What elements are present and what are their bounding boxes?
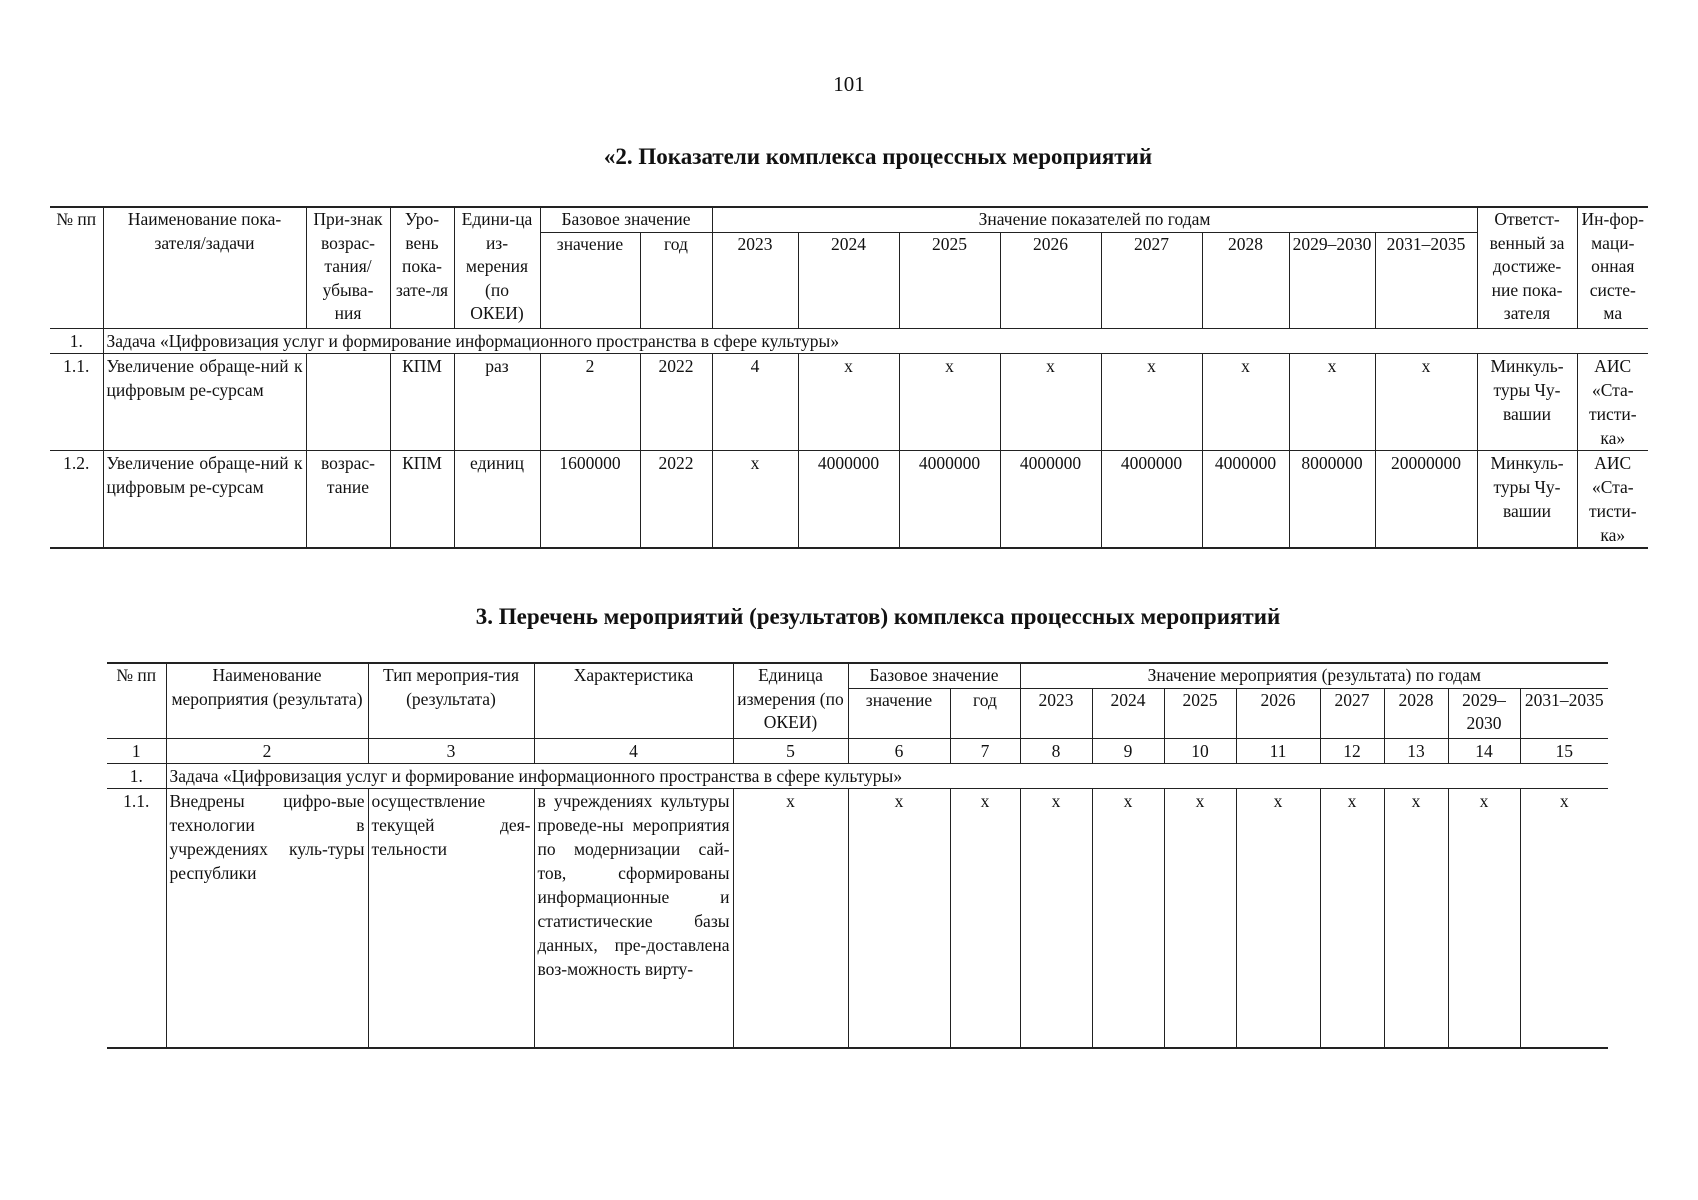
row-cell: х bbox=[1164, 788, 1236, 1048]
row-cell: х bbox=[733, 788, 848, 1048]
row-type: осуществление текущей дея-тельности bbox=[368, 788, 534, 1048]
row-base-value: 2 bbox=[540, 353, 640, 450]
col-base-year-header: год bbox=[950, 688, 1020, 738]
col-characteristic-header: Характеристика bbox=[534, 663, 733, 738]
year-header: 2024 bbox=[1092, 688, 1164, 738]
row-value-2027: 4000000 bbox=[1101, 450, 1202, 548]
row-value-2025: х bbox=[899, 353, 1000, 450]
col-unit-header: Едини-ца из-мерения (по ОКЕИ) bbox=[454, 207, 540, 328]
row-value-2028: 4000000 bbox=[1202, 450, 1289, 548]
row-value-2029-2030: х bbox=[1289, 353, 1375, 450]
task-text: Задача «Цифровизация услуг и формирование информационного пространства в сфере культуры» bbox=[166, 763, 1608, 788]
column-number: 7 bbox=[950, 738, 1020, 763]
header-row bbox=[107, 663, 1608, 688]
row-value-2024: х bbox=[798, 353, 899, 450]
col-values-header: Значение мероприятия (результата) по годам bbox=[1020, 663, 1608, 688]
table-row bbox=[107, 788, 1608, 1048]
row-value-2028: х bbox=[1202, 353, 1289, 450]
row-cell: х bbox=[848, 788, 950, 1048]
row-name: Увеличение обраще-ний к цифровым ре-сурсам bbox=[103, 450, 306, 548]
row-value-2029-2030: 8000000 bbox=[1289, 450, 1375, 548]
col-level-header: Уро-вень пока-зате-ля bbox=[390, 207, 454, 328]
year-header: 2025 bbox=[899, 232, 1000, 328]
col-type-header: Тип мероприя-тия (результата) bbox=[368, 663, 534, 738]
row-name: Увеличение обраще-ний к цифровым ре-сурсам bbox=[103, 353, 306, 450]
col-base-value-header: значение bbox=[848, 688, 950, 738]
row-level: КПМ bbox=[390, 353, 454, 450]
row-cell: х bbox=[1236, 788, 1320, 1048]
row-level: КПМ bbox=[390, 450, 454, 548]
row-cell: х bbox=[1092, 788, 1164, 1048]
row-cell: х bbox=[1320, 788, 1384, 1048]
row-value-2025: 4000000 bbox=[899, 450, 1000, 548]
row-value-2023: х bbox=[712, 450, 798, 548]
section-3-title: 3. Перечень мероприятий (результатов) комплекса процессных мероприятий bbox=[475, 604, 1281, 629]
task-num: 1. bbox=[107, 763, 166, 788]
col-num-header: № пп bbox=[50, 207, 103, 328]
year-header: 2027 bbox=[1320, 688, 1384, 738]
column-number: 14 bbox=[1448, 738, 1520, 763]
column-number: 11 bbox=[1236, 738, 1320, 763]
row-characteristic: в учреждениях культуры проведе-ны мероприятия по модернизации сай-тов, сформированы информационные и статистические базы данных, пре-доставлена воз-можность вирту- bbox=[534, 788, 733, 1048]
page-number: 101 bbox=[833, 72, 865, 96]
row-num: 1.2. bbox=[50, 450, 103, 548]
column-number: 1 bbox=[107, 738, 166, 763]
year-header: 2031–2035 bbox=[1375, 232, 1477, 328]
row-value-2031-2035: х bbox=[1375, 353, 1477, 450]
activities-table bbox=[107, 662, 1608, 1049]
task-num: 1. bbox=[50, 328, 103, 353]
row-base-value: 1600000 bbox=[540, 450, 640, 548]
year-header: 2028 bbox=[1202, 232, 1289, 328]
row-cell: х bbox=[1384, 788, 1448, 1048]
row-cell: х bbox=[1020, 788, 1092, 1048]
row-unit: раз bbox=[454, 353, 540, 450]
column-number: 4 bbox=[534, 738, 733, 763]
row-sign bbox=[306, 353, 390, 450]
table-row bbox=[50, 353, 1648, 450]
col-info-system-header: Ин-фор-маци-онная систе-ма bbox=[1577, 207, 1648, 328]
row-value-2024: 4000000 bbox=[798, 450, 899, 548]
col-responsible-header: Ответст-венный за достиже-ние пока-зателя bbox=[1477, 207, 1577, 328]
year-header: 2027 bbox=[1101, 232, 1202, 328]
task-row bbox=[50, 328, 1648, 353]
task-row bbox=[107, 763, 1608, 788]
year-header: 2029–2030 bbox=[1289, 232, 1375, 328]
column-number: 2 bbox=[166, 738, 368, 763]
year-header: 2031–2035 bbox=[1520, 688, 1608, 738]
column-number: 6 bbox=[848, 738, 950, 763]
indicators-table bbox=[50, 206, 1648, 549]
row-responsible: Минкуль-туры Чу-вашии bbox=[1477, 450, 1577, 548]
col-unit-header: Единица измерения (по ОКЕИ) bbox=[733, 663, 848, 738]
row-value-2031-2035: 20000000 bbox=[1375, 450, 1477, 548]
row-num: 1.1. bbox=[107, 788, 166, 1048]
col-name-header: Наименование мероприятия (результата) bbox=[166, 663, 368, 738]
year-header: 2026 bbox=[1000, 232, 1101, 328]
col-sign-header: При-знак возрас-тания/ убыва-ния bbox=[306, 207, 390, 328]
column-number: 15 bbox=[1520, 738, 1608, 763]
year-header: 2023 bbox=[712, 232, 798, 328]
year-header: 2023 bbox=[1020, 688, 1092, 738]
row-num: 1.1. bbox=[50, 353, 103, 450]
column-number: 13 bbox=[1384, 738, 1448, 763]
row-value-2026: х bbox=[1000, 353, 1101, 450]
row-info-system: АИС «Ста-тисти-ка» bbox=[1577, 353, 1648, 450]
row-base-year: 2022 bbox=[640, 450, 712, 548]
row-cell: х bbox=[1520, 788, 1608, 1048]
row-name: Внедрены цифро-вые технологии в учреждениях куль-туры республики bbox=[166, 788, 368, 1048]
row-cell: х bbox=[950, 788, 1020, 1048]
table-row bbox=[50, 450, 1648, 548]
column-number: 8 bbox=[1020, 738, 1092, 763]
col-base-value-header: значение bbox=[540, 232, 640, 328]
row-value-2026: 4000000 bbox=[1000, 450, 1101, 548]
column-number: 9 bbox=[1092, 738, 1164, 763]
column-number: 12 bbox=[1320, 738, 1384, 763]
row-cell: х bbox=[1448, 788, 1520, 1048]
task-text: Задача «Цифровизация услуг и формирование информационного пространства в сфере культуры» bbox=[103, 328, 1648, 353]
column-number: 3 bbox=[368, 738, 534, 763]
col-base-header: Базовое значение bbox=[848, 663, 1020, 688]
header-row bbox=[50, 207, 1648, 232]
col-base-header: Базовое значение bbox=[540, 207, 712, 232]
year-header: 2026 bbox=[1236, 688, 1320, 738]
year-header: 2024 bbox=[798, 232, 899, 328]
row-info-system: АИС «Ста-тисти-ка» bbox=[1577, 450, 1648, 548]
row-responsible: Минкуль-туры Чу-вашии bbox=[1477, 353, 1577, 450]
col-base-year-header: год bbox=[640, 232, 712, 328]
year-header: 2029–2030 bbox=[1448, 688, 1520, 738]
row-sign: возрас-тание bbox=[306, 450, 390, 548]
column-numbers-row bbox=[107, 738, 1608, 763]
col-values-header: Значение показателей по годам bbox=[712, 207, 1477, 232]
row-unit: единиц bbox=[454, 450, 540, 548]
section-2-title: «2. Показатели комплекса процессных мероприятий bbox=[603, 144, 1153, 169]
row-base-year: 2022 bbox=[640, 353, 712, 450]
row-value-2027: х bbox=[1101, 353, 1202, 450]
col-name-header: Наименование пока-зателя/задачи bbox=[103, 207, 306, 328]
row-value-2023: 4 bbox=[712, 353, 798, 450]
col-num-header: № пп bbox=[107, 663, 166, 738]
column-number: 5 bbox=[733, 738, 848, 763]
year-header: 2028 bbox=[1384, 688, 1448, 738]
column-number: 10 bbox=[1164, 738, 1236, 763]
year-header: 2025 bbox=[1164, 688, 1236, 738]
